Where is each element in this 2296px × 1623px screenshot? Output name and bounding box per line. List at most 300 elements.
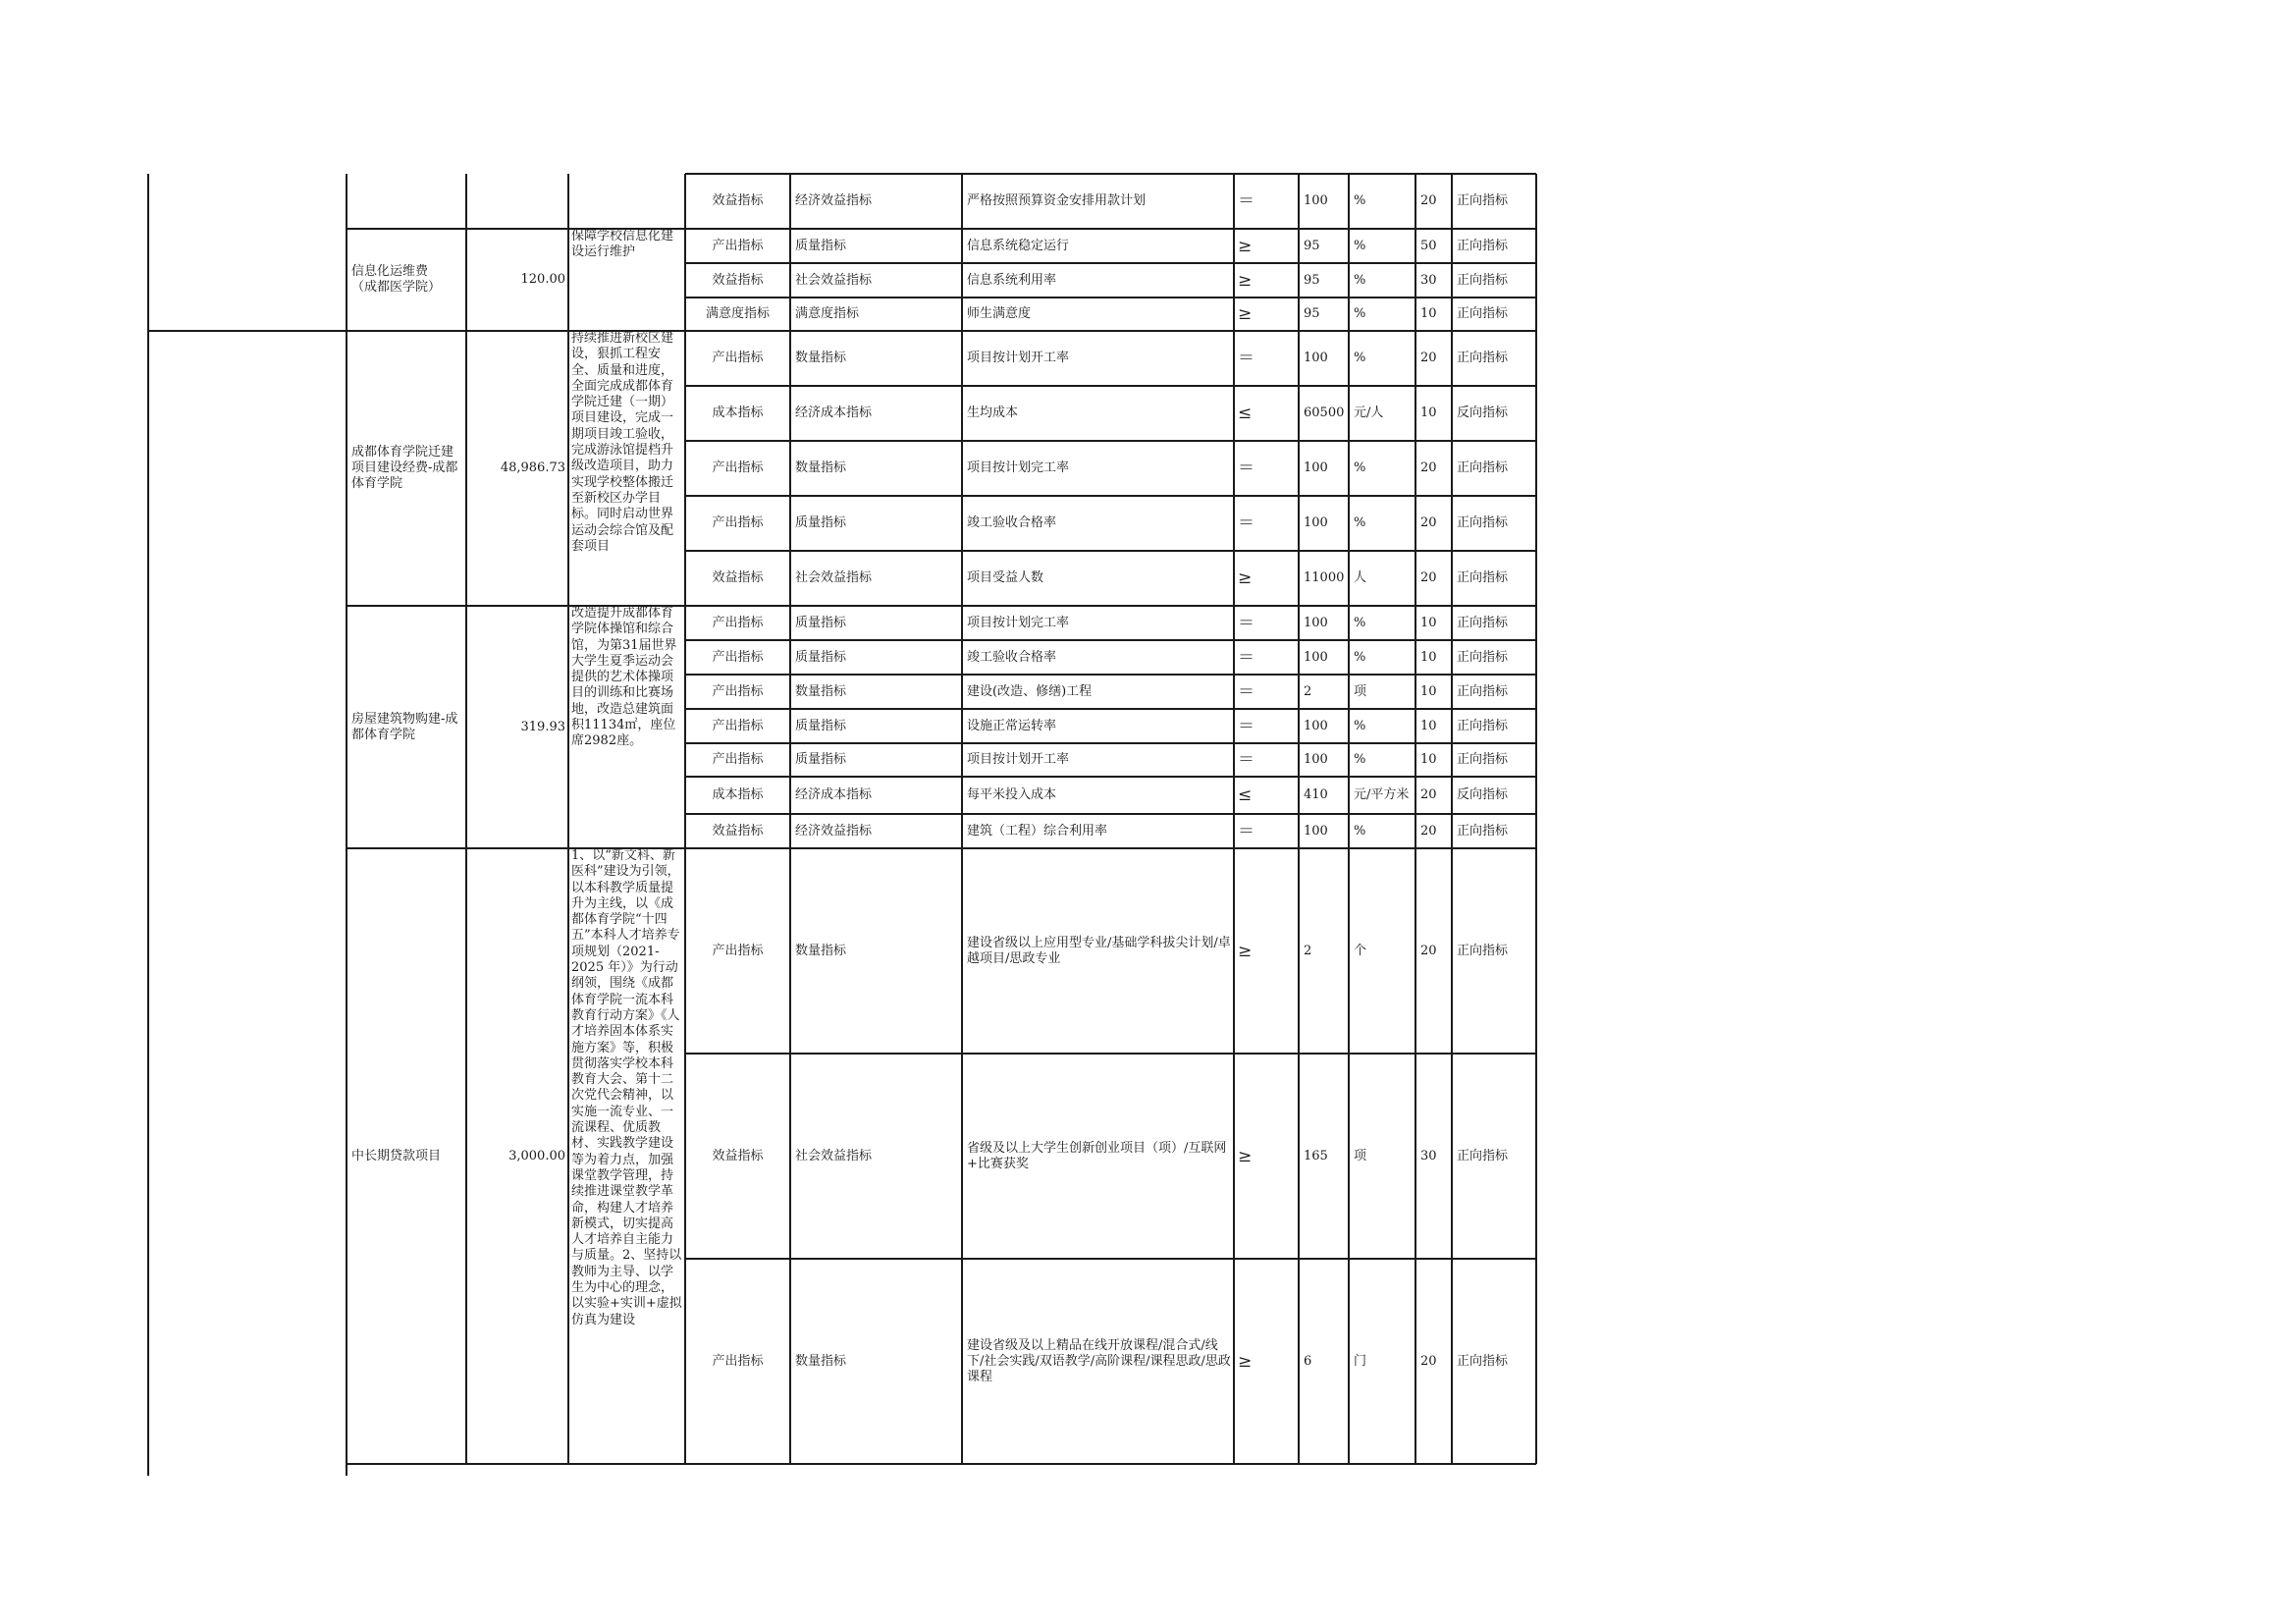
indicator-name [962, 640, 1234, 675]
weight [1415, 848, 1452, 1054]
level1-indicator [685, 709, 790, 743]
table-border-col-b [346, 174, 347, 1476]
target-value-text: 165 [1304, 1148, 1328, 1163]
project-amount [466, 229, 568, 331]
direction-text: 正向指标 [1457, 752, 1509, 767]
target-value-text: 11000 [1304, 570, 1345, 585]
level2-indicator-text: 社会效益指标 [795, 272, 873, 288]
target-value-text: 6 [1304, 1353, 1312, 1369]
target-value-text: 2 [1304, 943, 1312, 958]
comparison-operator [1234, 848, 1299, 1054]
target-value-text: 100 [1304, 823, 1328, 839]
level1-indicator [685, 675, 790, 709]
comparison-operator-text: ＝ [1238, 191, 1255, 211]
weight-text: 20 [1420, 943, 1437, 958]
level1-indicator [685, 441, 790, 496]
direction [1452, 551, 1536, 606]
indicator-name-text: 信息系统稳定运行 [967, 238, 1070, 253]
unit [1349, 229, 1415, 263]
indicator-name-text: 信息系统利用率 [967, 272, 1057, 288]
direction-text: 正向指标 [1457, 515, 1509, 530]
target-value [1299, 298, 1349, 331]
direction [1452, 848, 1536, 1054]
target-value [1299, 551, 1349, 606]
indicator-name [962, 331, 1234, 386]
comparison-operator-text: ≥ [1238, 270, 1253, 291]
level1-indicator-text: 成本指标 [712, 787, 764, 802]
row-line [685, 639, 1536, 641]
project-objective [568, 848, 685, 1464]
comparison-operator-text: ≥ [1238, 1146, 1253, 1166]
unit [1349, 1054, 1415, 1259]
target-value [1299, 229, 1349, 263]
weight-text: 10 [1420, 406, 1437, 420]
unit [1349, 441, 1415, 496]
project-amount-text: 48,986.73 [500, 460, 565, 475]
level1-indicator [685, 331, 790, 386]
weight-text: 10 [1420, 649, 1437, 665]
level1-indicator-text: 产出指标 [712, 718, 764, 733]
level2-indicator [790, 441, 962, 496]
indicator-name [962, 675, 1234, 709]
comparison-operator [1234, 174, 1299, 229]
project-line [347, 847, 685, 849]
unit-text: % [1354, 752, 1366, 767]
level1-indicator [685, 229, 790, 263]
target-value [1299, 777, 1349, 814]
comparison-operator [1234, 640, 1299, 675]
project-objective [568, 331, 685, 606]
grid-line [1415, 174, 1416, 1464]
comparison-operator-text: ≥ [1238, 941, 1253, 961]
comparison-operator [1234, 441, 1299, 496]
target-value [1299, 675, 1349, 709]
level2-indicator [790, 777, 962, 814]
project-objective-text: 持续推进新校区建设，狠抓工程安全、质量和进度，全面完成成都体育学院迁建（一期）项目建设，完成一期项目竣工验收，完成游泳馆提档升级改造项目，助力实现学校整体搬迁至新校区办学目标。同时启动世界运动会综合馆及配套项目 [571, 331, 674, 554]
weight-text: 10 [1420, 306, 1437, 321]
direction [1452, 675, 1536, 709]
weight [1415, 777, 1452, 814]
direction-text: 正向指标 [1457, 718, 1509, 733]
unit-text: % [1354, 649, 1366, 665]
unit [1349, 848, 1415, 1054]
table-border-top [685, 173, 1536, 175]
indicator-name-text: 省级及以上大学生创新创业项目（项）/互联网+比赛获奖 [967, 1140, 1227, 1171]
level2-indicator [790, 814, 962, 848]
indicator-name-text: 生均成本 [967, 406, 1019, 420]
unit-text: 项 [1354, 1148, 1367, 1163]
direction-text: 正向指标 [1457, 351, 1509, 365]
comparison-operator [1234, 814, 1299, 848]
table-border-left [147, 174, 149, 1476]
table-border-bottom [347, 1463, 1536, 1465]
indicator-name-text: 竣工验收合格率 [967, 649, 1057, 665]
indicator-name [962, 709, 1234, 743]
weight-text: 10 [1420, 752, 1437, 767]
unit-text: 门 [1354, 1353, 1367, 1369]
target-value [1299, 709, 1349, 743]
level1-indicator [685, 777, 790, 814]
project-objective [568, 229, 685, 331]
target-value [1299, 331, 1349, 386]
row-line [685, 330, 1536, 332]
weight-text: 20 [1420, 823, 1437, 839]
row-line [685, 385, 1536, 387]
indicator-name-text: 建设省级及以上精品在线开放课程/混合式/线下/社会实践/双语教学/高阶课程/课程思政/思政课程 [967, 1337, 1231, 1384]
target-value [1299, 814, 1349, 848]
weight [1415, 743, 1452, 777]
weight-text: 50 [1420, 238, 1437, 253]
direction [1452, 331, 1536, 386]
comparison-operator-text: ≤ [1238, 785, 1253, 805]
weight-text: 20 [1420, 193, 1437, 208]
target-value-text: 410 [1304, 787, 1328, 802]
level2-indicator [790, 675, 962, 709]
level1-indicator-text: 产出指标 [712, 683, 764, 699]
row-line [685, 262, 1536, 264]
level1-indicator [685, 606, 790, 640]
grid-line [1298, 174, 1300, 1464]
comparison-operator [1234, 229, 1299, 263]
indicator-name-text: 每平米投入成本 [967, 787, 1057, 802]
project-amount [466, 331, 568, 606]
indicator-name [962, 441, 1234, 496]
unit-text: % [1354, 306, 1366, 321]
indicator-name [962, 814, 1234, 848]
weight [1415, 814, 1452, 848]
department-line [148, 330, 347, 332]
weight-text: 30 [1420, 1148, 1437, 1163]
grid-line [961, 174, 963, 1464]
row-line [685, 776, 1536, 778]
comparison-operator-text: ＝ [1238, 459, 1255, 478]
comparison-operator [1234, 551, 1299, 606]
unit [1349, 606, 1415, 640]
row-line [685, 708, 1536, 710]
weight [1415, 606, 1452, 640]
target-value [1299, 640, 1349, 675]
indicator-name [962, 1259, 1234, 1464]
level2-indicator [790, 606, 962, 640]
level1-indicator-text: 产出指标 [712, 238, 764, 253]
direction [1452, 229, 1536, 263]
level1-indicator-text: 产出指标 [712, 460, 764, 475]
comparison-operator-text: ≥ [1238, 568, 1253, 588]
level2-indicator [790, 551, 962, 606]
comparison-operator [1234, 1054, 1299, 1259]
project-objective-text: 保障学校信息化建设运行维护 [571, 229, 674, 260]
unit [1349, 777, 1415, 814]
comparison-operator-text: ＝ [1238, 514, 1255, 533]
comparison-operator [1234, 1259, 1299, 1464]
unit-text: % [1354, 351, 1366, 365]
indicator-name-text: 项目受益人数 [967, 570, 1044, 585]
grid-line [1348, 174, 1350, 1464]
weight [1415, 386, 1452, 441]
row-line [685, 297, 1536, 298]
unit-text: 元/人 [1354, 406, 1384, 420]
target-value-text: 100 [1304, 718, 1328, 733]
direction-text: 正向指标 [1457, 1353, 1509, 1369]
level2-indicator-text: 数量指标 [795, 460, 847, 475]
unit [1349, 331, 1415, 386]
direction [1452, 174, 1536, 229]
level1-indicator [685, 848, 790, 1054]
comparison-operator-text: ＝ [1238, 349, 1255, 368]
comparison-operator [1234, 777, 1299, 814]
project-line [347, 605, 685, 607]
project-name-text: 成都体育学院迁建项目建设经费-成都体育学院 [351, 445, 458, 491]
indicator-name-text: 建筑（工程）综合利用率 [967, 823, 1108, 839]
indicator-name-text: 设施正常运转率 [967, 718, 1057, 733]
weight-text: 20 [1420, 1353, 1437, 1369]
level1-indicator-text: 产出指标 [712, 351, 764, 365]
direction-text: 正向指标 [1457, 943, 1509, 958]
comparison-operator [1234, 331, 1299, 386]
direction-text: 反向指标 [1457, 406, 1509, 420]
level1-indicator-text: 效益指标 [712, 193, 764, 208]
project-name-text: 中长期贷款项目 [351, 1148, 442, 1163]
comparison-operator [1234, 675, 1299, 709]
weight [1415, 1054, 1452, 1259]
direction-text: 正向指标 [1457, 272, 1509, 288]
target-value-text: 95 [1304, 238, 1320, 253]
indicator-name-text: 项目按计划开工率 [967, 351, 1070, 365]
weight [1415, 675, 1452, 709]
indicator-name [962, 298, 1234, 331]
target-value-text: 60500 [1304, 406, 1345, 420]
target-value [1299, 1054, 1349, 1259]
grid-line [1535, 174, 1537, 1464]
level1-indicator [685, 743, 790, 777]
level2-indicator [790, 1054, 962, 1259]
target-value [1299, 441, 1349, 496]
row-line [685, 847, 1536, 849]
comparison-operator-text: ≥ [1238, 1351, 1253, 1372]
unit-text: % [1354, 823, 1366, 839]
weight-text: 10 [1420, 615, 1437, 630]
level1-indicator-text: 效益指标 [712, 570, 764, 585]
grid-line [465, 174, 467, 1464]
unit [1349, 1259, 1415, 1464]
level2-indicator-text: 质量指标 [795, 515, 847, 530]
level1-indicator-text: 产出指标 [712, 943, 764, 958]
unit [1349, 709, 1415, 743]
direction [1452, 298, 1536, 331]
level1-indicator [685, 386, 790, 441]
level2-indicator-text: 社会效益指标 [795, 570, 873, 585]
direction-text: 正向指标 [1457, 570, 1509, 585]
row-line [685, 495, 1536, 497]
level1-indicator [685, 640, 790, 675]
unit [1349, 174, 1415, 229]
level1-indicator [685, 496, 790, 551]
target-value [1299, 263, 1349, 298]
indicator-name [962, 606, 1234, 640]
level2-indicator-text: 社会效益指标 [795, 1148, 873, 1163]
level2-indicator [790, 743, 962, 777]
indicator-name-text: 竣工验收合格率 [967, 515, 1057, 530]
comparison-operator-text: ＝ [1238, 716, 1255, 736]
unit-text: % [1354, 193, 1366, 208]
level2-indicator [790, 386, 962, 441]
direction-text: 正向指标 [1457, 823, 1509, 839]
comparison-operator-text: ≥ [1238, 236, 1253, 256]
unit [1349, 496, 1415, 551]
row-line [685, 550, 1536, 552]
weight-text: 20 [1420, 515, 1437, 530]
target-value-text: 100 [1304, 351, 1328, 365]
level2-indicator [790, 331, 962, 386]
direction-text: 正向指标 [1457, 1148, 1509, 1163]
project-objective-text: 1、以“新文科、新医科”建设为引领，以本科教学质量提升为主线，以《成都体育学院“十四五”本科人才培养专项规划（2021-2025 年）》为行动纲领，围绕《成都体育学院一流本科教育行动方案》《人才培养固本体系实施方案》等，积极贯彻落实学校本科教育大会、第十二次党代会精神，以实施一流专业、一流课程、优质教材、实践教学建设等为着力点，加强课堂教学管理，持续推进课堂教学革命，构建人才培养新模式，切实提高人才培养自主能力与质量。2、坚持以教师为主导、以学生为中心的理念，以实验+实训+虚拟仿真为建设 [571, 848, 682, 1327]
indicator-name [962, 777, 1234, 814]
level1-indicator [685, 174, 790, 229]
direction [1452, 606, 1536, 640]
row-line [685, 742, 1536, 744]
direction [1452, 640, 1536, 675]
direction [1452, 709, 1536, 743]
level1-indicator-text: 产出指标 [712, 1353, 764, 1369]
grid-line [1451, 174, 1453, 1464]
indicator-name-text: 建设(改造、修缮)工程 [967, 683, 1093, 699]
unit-text: 人 [1354, 570, 1367, 585]
level2-indicator-text: 质量指标 [795, 752, 847, 767]
project-name [347, 229, 466, 331]
level2-indicator-text: 质量指标 [795, 718, 847, 733]
comparison-operator [1234, 743, 1299, 777]
target-value [1299, 743, 1349, 777]
level1-indicator [685, 263, 790, 298]
level2-indicator [790, 229, 962, 263]
direction-text: 反向指标 [1457, 787, 1509, 802]
comparison-operator [1234, 386, 1299, 441]
comparison-operator-text: ＝ [1238, 647, 1255, 668]
level2-indicator-text: 质量指标 [795, 649, 847, 665]
target-value-text: 95 [1304, 272, 1320, 288]
level1-indicator-text: 效益指标 [712, 1148, 764, 1163]
level2-indicator-text: 经济成本指标 [795, 787, 873, 802]
unit [1349, 743, 1415, 777]
comparison-operator [1234, 496, 1299, 551]
unit-text: % [1354, 515, 1366, 530]
target-value [1299, 174, 1349, 229]
indicator-name-text: 项目按计划完工率 [967, 615, 1070, 630]
level1-indicator-text: 产出指标 [712, 752, 764, 767]
level1-indicator-text: 效益指标 [712, 272, 764, 288]
level2-indicator [790, 496, 962, 551]
indicator-name [962, 174, 1234, 229]
level1-indicator [685, 1259, 790, 1464]
unit [1349, 298, 1415, 331]
level2-indicator-text: 满意度指标 [795, 306, 860, 321]
weight-text: 20 [1420, 570, 1437, 585]
indicator-name [962, 496, 1234, 551]
level1-indicator [685, 298, 790, 331]
weight-text: 10 [1420, 683, 1437, 699]
weight [1415, 298, 1452, 331]
weight [1415, 709, 1452, 743]
indicator-name-text: 严格按照预算资金安排用款计划 [967, 193, 1147, 208]
row-line [685, 440, 1536, 442]
target-value-text: 100 [1304, 649, 1328, 665]
level2-indicator-text: 数量指标 [795, 1353, 847, 1369]
project-name-text: 信息化运维费 （成都医学院） [351, 264, 442, 295]
level2-indicator [790, 1259, 962, 1464]
weight [1415, 640, 1452, 675]
indicator-name [962, 263, 1234, 298]
level1-indicator-text: 产出指标 [712, 515, 764, 530]
row-line [685, 228, 1536, 230]
comparison-operator [1234, 298, 1299, 331]
weight-text: 30 [1420, 272, 1437, 288]
unit-text: 元/平方米 [1354, 787, 1410, 802]
unit [1349, 551, 1415, 606]
weight-text: 20 [1420, 351, 1437, 365]
level1-indicator-text: 产出指标 [712, 649, 764, 665]
level1-indicator-text: 产出指标 [712, 615, 764, 630]
target-value-text: 100 [1304, 515, 1328, 530]
direction-text: 正向指标 [1457, 615, 1509, 630]
indicator-name [962, 848, 1234, 1054]
project-name [347, 331, 466, 606]
target-value-text: 100 [1304, 460, 1328, 475]
unit [1349, 263, 1415, 298]
unit [1349, 386, 1415, 441]
row-line [685, 605, 1536, 607]
weight [1415, 263, 1452, 298]
indicator-name-text: 师生满意度 [967, 306, 1032, 321]
weight [1415, 331, 1452, 386]
level2-indicator-text: 经济效益指标 [795, 823, 873, 839]
comparison-operator-text: ＝ [1238, 681, 1255, 702]
unit-text: % [1354, 718, 1366, 733]
weight-text: 10 [1420, 718, 1437, 733]
target-value [1299, 496, 1349, 551]
direction [1452, 814, 1536, 848]
comparison-operator-text: ＝ [1238, 821, 1255, 841]
indicator-name [962, 1054, 1234, 1259]
row-line [685, 674, 1536, 676]
grid-line [567, 174, 569, 1464]
direction [1452, 1259, 1536, 1464]
target-value-text: 100 [1304, 193, 1328, 208]
level2-indicator-text: 质量指标 [795, 615, 847, 630]
indicator-name [962, 551, 1234, 606]
level2-indicator [790, 298, 962, 331]
weight [1415, 229, 1452, 263]
grid-line [789, 174, 791, 1464]
weight [1415, 1259, 1452, 1464]
comparison-operator-text: ＝ [1238, 613, 1255, 633]
weight-text: 20 [1420, 787, 1437, 802]
project-line [347, 228, 685, 230]
target-value [1299, 1259, 1349, 1464]
direction-text: 正向指标 [1457, 306, 1509, 321]
direction-text: 正向指标 [1457, 460, 1509, 475]
project-amount-text: 120.00 [520, 272, 565, 287]
target-value-text: 100 [1304, 752, 1328, 767]
weight [1415, 174, 1452, 229]
direction [1452, 441, 1536, 496]
level2-indicator-text: 质量指标 [795, 238, 847, 253]
level1-indicator [685, 551, 790, 606]
level2-indicator-text: 数量指标 [795, 683, 847, 699]
comparison-operator [1234, 709, 1299, 743]
comparison-operator-text: ≤ [1238, 404, 1253, 423]
level2-indicator [790, 709, 962, 743]
grid-line [684, 174, 686, 1464]
